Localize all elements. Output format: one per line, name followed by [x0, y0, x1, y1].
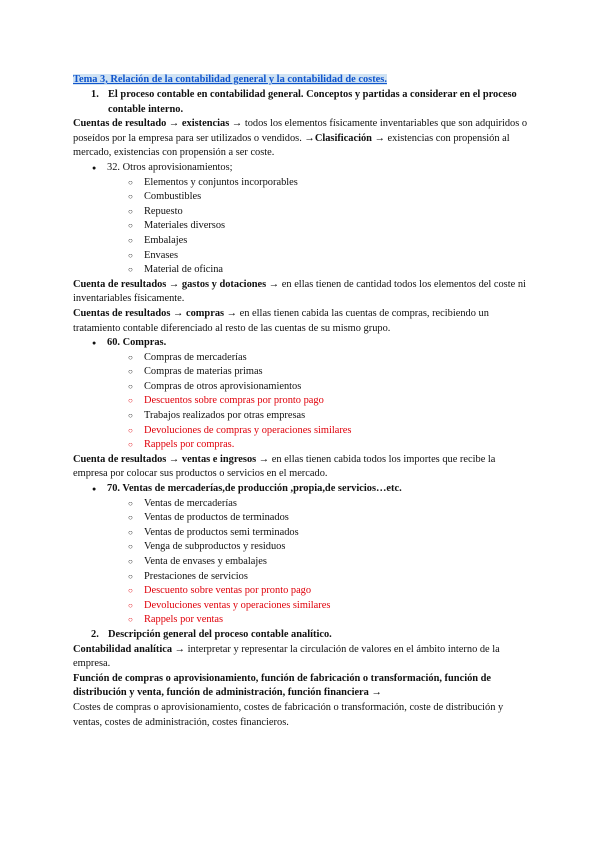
clasificacion-label: Clasificación — [314, 132, 372, 144]
ventas-text: → en ellas tienen cabida todos los importes que recibe la empresa por colocar sus productos o servicios en el mercado. — [73, 453, 496, 480]
paragraph-ventas — [73, 453, 528, 482]
list-32-items — [73, 176, 528, 278]
paragraph-gastos — [73, 278, 528, 307]
document-content — [73, 73, 528, 730]
list-item: ○ Material de oficina — [73, 263, 528, 278]
paragraph-existencias — [73, 117, 528, 161]
list-item: ○ Venta de envases y embalajes — [73, 555, 528, 570]
list-item: ○ Prestaciones de servicios — [73, 570, 528, 585]
compras-lead: Cuentas de resultados → compras — [73, 307, 225, 319]
list-32 — [73, 161, 528, 176]
list-60-label — [73, 336, 528, 351]
list-item: ○ Ventas de mercaderías — [73, 497, 528, 512]
list-item: ○ Rappels por compras. — [73, 438, 528, 453]
list-item: ○ Venga de subproductos y residuos — [73, 540, 528, 555]
gastos-text: → en ellas tienen de cantidad todos los elementos del coste ni inventariables físicamente. — [73, 278, 526, 305]
list-item: ○ Devoluciones de compras y operaciones similares — [73, 424, 528, 439]
list-item: ○ Descuento sobre ventas por pronto pago — [73, 584, 528, 599]
list-item: ○ Ventas de productos de terminados — [73, 511, 528, 526]
analitica-text: → interpretar y representar la circulación de valores en el ámbito interno de la empresa. — [73, 643, 500, 670]
list-60-label-text: 60. Compras. — [107, 337, 167, 349]
list-32-label: ● 32. Otros aprovisionamientos; — [73, 161, 528, 176]
section-2-number: 2. — [91, 628, 99, 640]
gastos-lead: Cuenta de resultados → gastos y dotaciones — [73, 278, 267, 290]
list-70-label-text: 70. Ventas de mercaderías,de producción ,propia,de servicios…etc. — [107, 483, 402, 495]
section-1-number: 1. — [91, 89, 99, 100]
funciones-text: Función de compras o aprovisionamiento, función de fabricación o transformación, función de distribución y venta, función de administración, función financiera → — [73, 672, 492, 699]
existencias-lead: Cuentas de resultado → existencias — [73, 118, 230, 130]
list-item: ○ Compras de materias primas — [73, 365, 528, 380]
list-item: ○ Compras de mercaderías — [73, 351, 528, 366]
document-title[interactable]: Tema 3, Relación de la contabilidad general y la contabilidad de costes. — [73, 74, 387, 85]
list-60 — [73, 336, 528, 351]
compras-text: → en ellas tienen cabida las cuentas de compras, recibiendo un tratamiento contable diferenciado al resto de las cuentas de su mismo grupo. — [73, 307, 489, 334]
list-item: ○ Envases — [73, 249, 528, 264]
list-70-items — [73, 497, 528, 628]
section-1-heading — [73, 88, 528, 117]
paragraph-compras — [73, 307, 528, 336]
list-item: ○ Compras de otros aprovisionamientos — [73, 380, 528, 395]
paragraph-funciones — [73, 672, 528, 701]
section-2-title: Descripción general del proceso contable analítico. — [108, 628, 332, 640]
list-60-items — [73, 351, 528, 453]
list-item: ○ Combustibles — [73, 190, 528, 205]
list-item: ○ Ventas de productos semi terminados — [73, 526, 528, 541]
list-item: ○ Descuentos sobre compras por pronto pago — [73, 394, 528, 409]
list-item: ○ Elementos y conjuntos incorporables — [73, 176, 528, 191]
section-1-title: El proceso contable en contabilidad general. Conceptos y partidas a considerar en el proceso contable interno. — [108, 89, 517, 115]
ventas-lead: Cuenta de resultados → ventas e ingresos — [73, 453, 257, 465]
paragraph-costes: Costes de compras o aprovisionamiento, costes de fabricación o transformación, coste de distribución y ventas, costes de administración, costes financieros. — [73, 701, 504, 728]
list-70-label — [73, 482, 528, 497]
list-item: ○ Embalajes — [73, 234, 528, 249]
list-item: ○ Repuesto — [73, 205, 528, 220]
clasificacion-text: → existencias con propensión al mercado, existencias con propensión a ser coste. — [73, 132, 510, 159]
list-70 — [73, 482, 528, 497]
list-item: ○ Rappels por ventas — [73, 613, 528, 628]
section-2-heading — [73, 628, 528, 643]
list-item: ○ Devoluciones ventas y operaciones similares — [73, 599, 528, 614]
existencias-text: → todos los elementos físicamente inventariables que son adquiridos o poseídos por la empresa para ser utilizados o vendidos. → — [73, 118, 528, 144]
list-item: ○ Materiales diversos — [73, 219, 528, 234]
list-item: ○ Trabajos realizados por otras empresas — [73, 409, 528, 424]
paragraph-analitica — [73, 643, 528, 672]
analitica-lead: Contabilidad analítica — [73, 643, 173, 655]
